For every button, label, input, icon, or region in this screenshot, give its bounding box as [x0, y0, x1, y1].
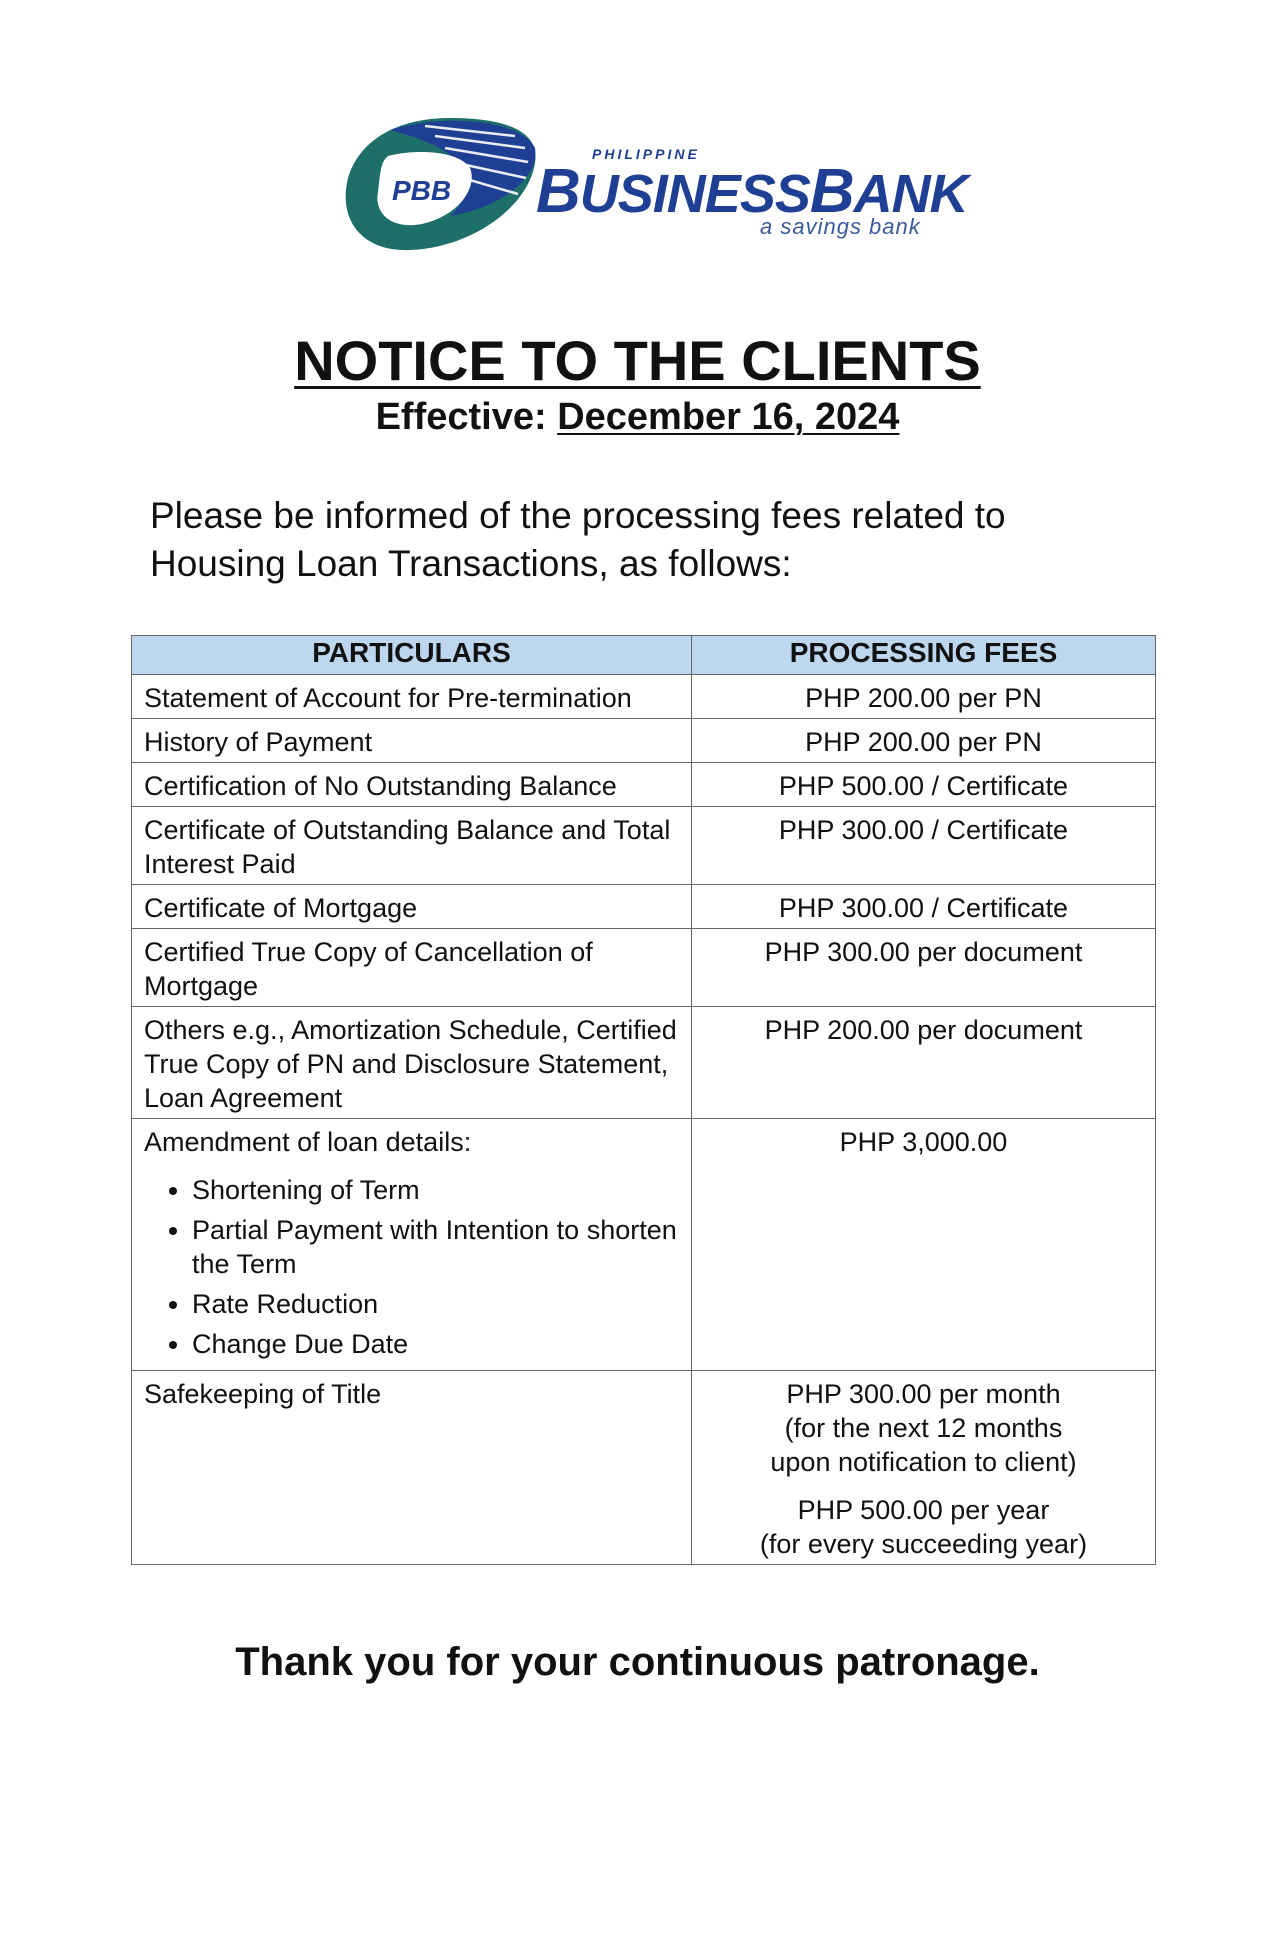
header-particulars: PARTICULARS	[132, 636, 692, 675]
logo-tagline: a savings bank	[760, 214, 921, 239]
table-row	[132, 675, 1156, 719]
fee-cell: PHP 200.00 per document	[692, 1007, 1156, 1119]
logo-brand-b2: B	[809, 157, 854, 226]
fees-table	[131, 635, 1156, 1565]
fee-cell: PHP 200.00 per PN	[692, 675, 1156, 719]
table-row	[132, 807, 1156, 885]
fee-line: (for every succeeding year)	[759, 1529, 1088, 1559]
fee-gap	[704, 1479, 1143, 1493]
table-row	[132, 929, 1156, 1007]
effective-line	[0, 396, 1275, 439]
pbb-emblem-icon	[330, 108, 545, 258]
page-title: NOTICE TO THE CLIENTS	[294, 329, 981, 392]
fee-cell: PHP 3,000.00	[692, 1119, 1156, 1371]
effective-label: Effective:	[375, 396, 547, 438]
particular-cell: Certificate of Outstanding Balance and Total Interest Paid	[132, 807, 692, 885]
fee-line: PHP 500.00 per year	[797, 1495, 1050, 1525]
header-processing-fees: PROCESSING FEES	[692, 636, 1156, 675]
table-row-amendment	[132, 1119, 1156, 1371]
table-row	[132, 763, 1156, 807]
amendment-list	[144, 1173, 679, 1361]
list-item: • Rate Reduction	[192, 1287, 679, 1321]
table-header-row	[132, 636, 1156, 675]
table-row-safekeeping	[132, 1371, 1156, 1565]
particular-cell: Certification of No Outstanding Balance	[132, 763, 692, 807]
fee-cell: PHP 200.00 per PN	[692, 719, 1156, 763]
fee-cell: PHP 300.00 / Certificate	[692, 885, 1156, 929]
list-item: • Shortening of Term	[192, 1173, 679, 1207]
particular-cell: Others e.g., Amortization Schedule, Certified True Copy of PN and Disclosure Statement, Loan Agreement	[132, 1007, 692, 1119]
logo-brand-r2: ANK	[853, 164, 968, 224]
logo-brand-r1: USINESS	[579, 164, 810, 224]
fee-line: (for the next 12 months	[784, 1413, 1063, 1443]
list-item: • Partial Payment with Intention to shorten the Term	[192, 1213, 679, 1281]
fee-cell	[692, 1371, 1156, 1565]
table-row	[132, 719, 1156, 763]
particular-cell: Statement of Account for Pre-termination	[132, 675, 692, 719]
particular-cell: History of Payment	[132, 719, 692, 763]
fee-line: upon notification to client)	[770, 1447, 1077, 1477]
logo-initials: PBB	[392, 175, 452, 206]
table-row	[132, 1007, 1156, 1119]
particular-cell: Certified True Copy of Cancellation of Mortgage	[132, 929, 692, 1007]
list-item: • Change Due Date	[192, 1327, 679, 1361]
fee-cell: PHP 500.00 / Certificate	[692, 763, 1156, 807]
fee-line: PHP 300.00 per month	[786, 1379, 1061, 1409]
particular-cell: Safekeeping of Title	[132, 1371, 692, 1565]
fee-cell: PHP 300.00 / Certificate	[692, 807, 1156, 885]
particular-cell	[132, 1119, 692, 1371]
thank-you-message: Thank you for your continuous patronage.	[235, 1640, 1040, 1684]
fee-cell: PHP 300.00 per document	[692, 929, 1156, 1007]
table-row	[132, 885, 1156, 929]
intro-paragraph: Please be informed of the processing fees related to Housing Loan Transactions, as follows:	[150, 495, 1006, 584]
effective-date: December 16, 2024	[557, 396, 900, 438]
amendment-label: Amendment of loan details:	[144, 1127, 472, 1157]
logo-prefix: PHILIPPINE	[592, 146, 700, 162]
bank-logo	[330, 108, 968, 258]
logo-brand-b1: B	[536, 157, 580, 226]
particular-cell: Certificate of Mortgage	[132, 885, 692, 929]
